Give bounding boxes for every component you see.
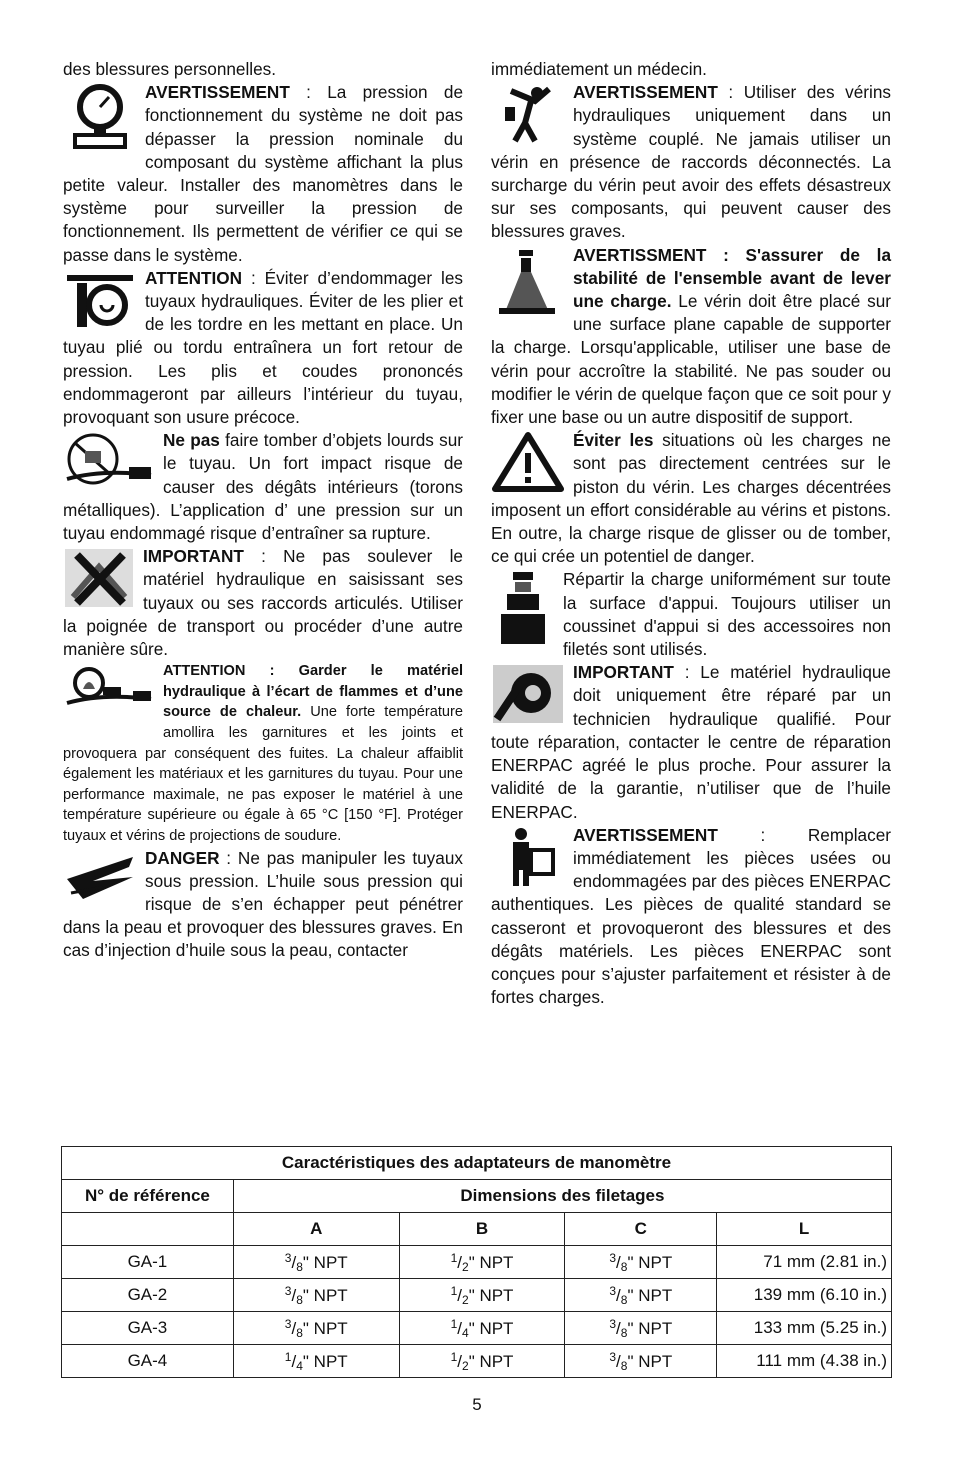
important-lift-lead: IMPORTANT: [143, 546, 244, 567]
warning-stability-lead: AVERTISSMENT : S'assurer de la stabilité de l'ensemble avant de lever une charge.: [573, 244, 891, 312]
ref-header: N° de référence: [62, 1180, 234, 1213]
thread-c-cell: [565, 1312, 717, 1345]
thread-size: $^3/_8$" NPT: [609, 1316, 673, 1340]
thread-size: $^1/_4$" NPT: [284, 1349, 348, 1373]
off-center-lead: Éviter les: [573, 430, 654, 451]
danger-pressure-block: [63, 847, 463, 963]
left-column: [63, 58, 463, 963]
thread-b-cell: [399, 1312, 565, 1345]
warning-coupled-lead: AVERTISSEMENT: [573, 82, 718, 103]
table-title: Caractéristiques des adaptateurs de manomètre: [62, 1147, 892, 1180]
attention-heat-text: Une forte température amollira les garnitures et les joints et provoquera par conséquent des fuites. La chaleur affaiblit également les matériaux et les garnitures du tuyau. Pour une performance maximale, ne pas exposer le matériel à une température supérieure ou égale à 65 °C [150 °F]. Protéger tuyaux et vérins de projections de soudure.: [63, 704, 463, 845]
important-repair-block: [491, 661, 891, 823]
warning-parts-text: : Remplacer immédiatement les pièces usées ou endommagées par des pièces ENERPAC authentiques. Les pièces de qualité standard se casseront et provoqueront des blessures et des dégâts matériels. Les pièces ENERPAC sont conçues pour s’ajuster parfaitement et résister à de fortes charges.: [491, 824, 891, 1008]
thread-c-cell: [565, 1279, 717, 1312]
falling-object-lead: Ne pas: [163, 430, 220, 451]
off-center-text: situations où les charges ne sont pas directement centrées sur le piston du vérin. Les charges décentrées imposent un effort considérable au vérins et pistons. En outre, la charge risque de glisser ou de tomber, ce qui crée un potentiel de danger.: [491, 430, 891, 567]
thread-size: $^3/_8$" NPT: [609, 1250, 673, 1274]
warning-pressure-block: [63, 81, 463, 267]
load-distribution-block: [491, 568, 891, 661]
warning-coupled-block: [491, 81, 891, 243]
thread-b-cell: [399, 1246, 565, 1279]
thread-size: $^1/_2$" NPT: [450, 1349, 514, 1373]
falling-object-text: faire tomber d’objets lourds sur le tuyau. Un fort impact risque de causer des dégâts intérieurs (torons métalliques). L’application d’ une pression sur un tuyau endommagé risque d’entraîner sa rupture.: [63, 430, 464, 544]
length-cell: 71 mm (2.81 in.): [717, 1246, 892, 1279]
warning-pressure-text: : La pression de fonctionnement du système ne doit pas dépasser la pression nominale du composant du système affichant la plus petite valeur. Installer des manomètres dans le système pour surveiller la pression de fonctionnement. Ils permettent de vérifier ce qui se passe dans le système.: [63, 82, 463, 265]
attention-hose-lead: ATTENTION: [145, 267, 243, 288]
flame-heat-icon: [63, 663, 155, 721]
attention-heat-lead: ATTENTION : Garder le matériel hydraulique à l’écart de flammes et d’une source de chaleur.: [163, 663, 463, 721]
table-row: [62, 1246, 892, 1279]
length-cell: 133 mm (5.25 in.): [717, 1312, 892, 1345]
attention-hose-block: [63, 267, 463, 429]
thread-size: $^3/_8$" NPT: [284, 1283, 348, 1307]
load-distribution-text: Répartir la charge uniformément sur toute la surface d'appui. Toujours utiliser un coussinet d'appui si des accessoires non filetés sont utilisés.: [563, 569, 891, 660]
important-lift-block: [63, 545, 463, 661]
thread-size: $^3/_8$" NPT: [284, 1316, 348, 1340]
thread-size: $^3/_8$" NPT: [609, 1283, 673, 1307]
thread-c-cell: [565, 1246, 717, 1279]
right-intro: immédiatement un médecin.: [491, 59, 707, 79]
thread-c-cell: [565, 1345, 717, 1378]
attention-heat-block: [63, 661, 463, 846]
thread-size: $^3/_8$" NPT: [284, 1250, 348, 1274]
warning-coupled-text: : Utiliser des vérins hydrauliques uniquement dans un système couplé. Ne jamais utiliser un vérin en présence de raccords déconnectés. La surcharge du vérin peut avoir des effets désastreux sur ses composants, qui peuvent causer des blessures graves.: [491, 82, 891, 242]
saddle-load-icon: [491, 570, 555, 646]
ref-cell: GA-3: [62, 1312, 234, 1345]
danger-pressure-lead: DANGER: [145, 847, 220, 868]
right-column: [491, 58, 891, 1009]
person-coupler-icon: [491, 83, 565, 145]
pressure-gauge-icon: [63, 83, 137, 149]
page-number: 5: [472, 1395, 482, 1414]
warning-stability-block: [491, 244, 891, 430]
attention-hose-text: : Éviter d’endommager les tuyaux hydrauliques. Éviter de les plier et de les tordre en les mettant en place. Un tuyau plié ou tordu entraînera un fort retour de pression. Les plis et coudes prononcés endommageront par ailleurs l’intérieur du tuyau, provoquant son usure précoce.: [63, 267, 463, 428]
falling-object-block: [63, 429, 463, 545]
ref-cell: GA-4: [62, 1345, 234, 1378]
gauge-adaptor-table: [61, 1146, 892, 1378]
ref-cell: GA-2: [62, 1279, 234, 1312]
thread-a-cell: [233, 1312, 399, 1345]
thread-a-cell: [233, 1246, 399, 1279]
table-row: [62, 1312, 892, 1345]
important-repair-text: : Le matériel hydraulique doit uniquement être réparé par un technicien hydraulique qualifié. Pour toute réparation, contacter le centre de réparation ENERPAC agréé le plus proche. Pour assurer la validité de la garantie, n’utiliser que de l’huile ENERPAC.: [491, 662, 891, 822]
pressure-injection-icon: [63, 849, 137, 905]
col-header-b: B: [399, 1213, 565, 1246]
col-header-c: C: [565, 1213, 717, 1246]
thread-size: $^3/_8$" NPT: [609, 1349, 673, 1373]
important-repair-lead: IMPORTANT: [573, 662, 674, 683]
hose-kink-icon: [63, 269, 137, 331]
danger-pressure-text: : Ne pas manipuler les tuyaux sous pression. L’huile sous pression qui risque de s’en échapper peut pénétrer dans la peau et provoquer des blessures graves. En cas d’injection d’huile sous la peau, contacter: [63, 847, 463, 961]
ref-cell: GA-1: [62, 1246, 234, 1279]
thread-size: $^1/_2$" NPT: [450, 1250, 514, 1274]
warning-parts-block: [491, 824, 891, 1010]
thread-size: $^1/_2$" NPT: [450, 1283, 514, 1307]
repair-technician-icon: [491, 663, 565, 725]
important-lift-text: : Ne pas soulever le matériel hydraulique en saisissant ses tuyaux ou ses raccords articulés. Utiliser la poignée de transport ou procéder d’une autre manière sûre.: [63, 546, 463, 660]
cylinder-stability-icon: [491, 246, 565, 318]
col-header-l: L: [717, 1213, 892, 1246]
thread-a-cell: [233, 1345, 399, 1378]
length-cell: 111 mm (4.38 in.): [717, 1345, 892, 1378]
warning-parts-lead: AVERTISSEMENT: [573, 824, 718, 845]
table-row: [62, 1345, 892, 1378]
warning-stability-text: Le vérin doit être placé sur une surface plane capable de supporter la charge. Lorsqu'applicable, utiliser une base de vérin pour accroître la stabilité. Ne pas souder ou modifier le vérin de quelque façon que ce soit pour y fixer une base ou un autre dispositif de support.: [491, 291, 891, 428]
thread-b-cell: [399, 1279, 565, 1312]
falling-object-icon: [63, 431, 155, 491]
table-row: [62, 1279, 892, 1312]
parts-replacement-icon: [491, 826, 565, 888]
thread-a-cell: [233, 1279, 399, 1312]
table-col-headers: [62, 1213, 892, 1246]
length-cell: 139 mm (6.10 in.): [717, 1279, 892, 1312]
col-header-a: A: [233, 1213, 399, 1246]
left-intro: des blessures personnelles.: [63, 59, 277, 79]
thread-size: $^1/_4$" NPT: [450, 1316, 514, 1340]
thread-b-cell: [399, 1345, 565, 1378]
off-center-block: [491, 429, 891, 568]
warning-pressure-lead: AVERTISSEMENT: [145, 82, 290, 103]
warning-triangle-icon: [491, 431, 565, 493]
no-lift-by-hose-icon: [63, 547, 135, 609]
dims-header: Dimensions des filetages: [233, 1180, 891, 1213]
